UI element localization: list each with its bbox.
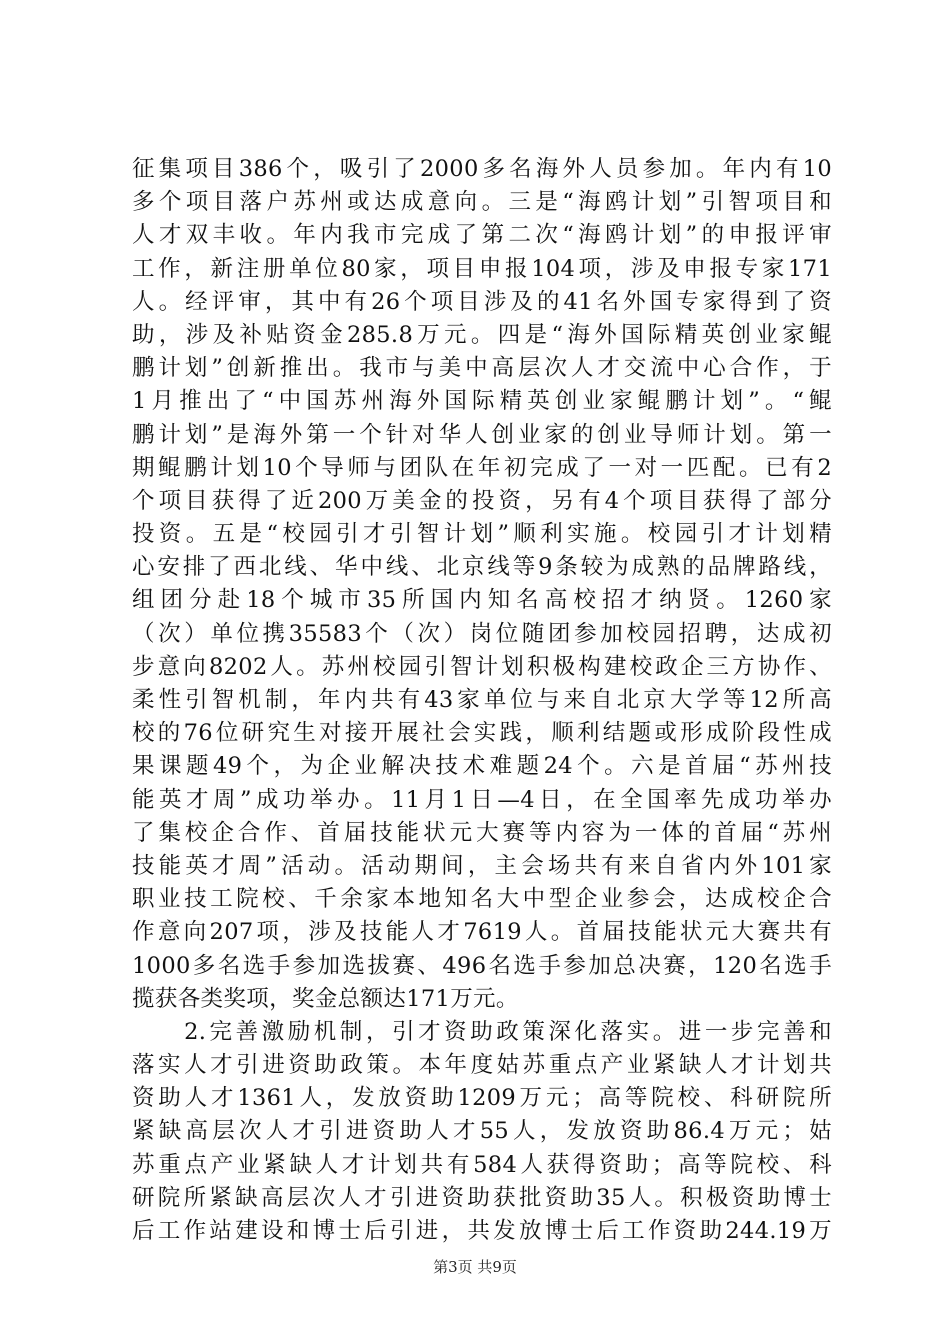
text-line: 职业技工院校、千余家本地知名大中型企业参会，达成校企合	[132, 886, 832, 913]
text-line: 1000多名选手参加选拔赛、496名选手参加总决赛，120名选手	[132, 952, 832, 979]
text-line: 研院所紧缺高层次人才引进资助获批资助35人。积极资助博士	[132, 1184, 832, 1211]
text-line: 紧缺高层次人才引进资助人才55人，发放资助86.4万元；姑	[132, 1118, 832, 1145]
text-line: 助，涉及补贴资金285.8万元。四是“海外国际精英创业家鲲	[132, 321, 832, 348]
text-line: 了集校企合作、首届技能状元大赛等内容为一体的首届“苏州	[132, 819, 832, 846]
text-line: 2.完善激励机制，引才资助政策深化落实。进一步完善和	[132, 1018, 832, 1045]
text-line: （次）单位携35583个（次）岗位随团参加校园招聘，达成初	[132, 620, 832, 647]
page-number-footer: 第3页 共9页	[433, 1258, 517, 1276]
text-line: 人才双丰收。年内我市完成了第二次“海鸥计划”的申报评审	[132, 222, 832, 249]
text-line: 多个项目落户苏州或达成意向。三是“海鸥计划”引智项目和	[132, 189, 832, 216]
text-line: 能英才周”成功举办。11月1日—4日，在全国率先成功举办	[132, 786, 832, 813]
text-line: 个项目获得了近200万美金的投资，另有4个项目获得了部分	[132, 487, 832, 514]
text-line: 苏重点产业紧缺人才计划共有584人获得资助；高等院校、科	[132, 1151, 832, 1178]
text-line: 作意向207项，涉及技能人才7619人。首届技能状元大赛共有	[132, 919, 832, 946]
text-line: 果课题49个，为企业解决技术难题24个。六是首届“苏州技	[132, 753, 832, 780]
body-text	[132, 153, 832, 1248]
text-line: 鹏计划”是海外第一个针对华人创业家的创业导师计划。第一	[132, 421, 832, 448]
text-line: 鹏计划”创新推出。我市与美中高层次人才交流中心合作，于	[132, 355, 832, 382]
text-line: 落实人才引进资助政策。本年度姑苏重点产业紧缺人才计划共	[132, 1052, 832, 1079]
text-line: 人。经评审，其中有26个项目涉及的41名外国专家得到了资	[132, 288, 832, 315]
text-line: 投资。五是“校园引才引智计划”顺利实施。校园引才计划精	[132, 521, 832, 548]
text-line: 校的76位研究生对接开展社会实践，顺利结题或形成阶段性成	[132, 720, 832, 747]
text-line: 组团分赴18个城市35所国内知名高校招才纳贤。1260家	[132, 587, 832, 614]
text-line: 柔性引智机制，年内共有43家单位与来自北京大学等12所高	[132, 687, 832, 713]
text-line: 1月推出了“中国苏州海外国际精英创业家鲲鹏计划”。“鲲	[132, 388, 832, 415]
text-line: 步意向8202人。苏州校园引智计划积极构建校政企三方协作、	[132, 653, 832, 680]
text-line: 征集项目386个，吸引了2000多名海外人员参加。年内有10	[132, 156, 832, 182]
text-line: 资助人才1361人，发放资助1209万元；高等院校、科研院所	[132, 1085, 832, 1112]
text-line: 期鲲鹏计划10个导师与团队在年初完成了一对一匹配。已有2	[132, 454, 832, 481]
text-line: 后工作站建设和博士后引进，共发放博士后工作资助244.19万	[132, 1218, 832, 1244]
text-line: 揽获各类奖项，奖金总额达171万元。	[132, 985, 519, 1012]
text-line: 技能英才周”活动。活动期间，主会场共有来自省内外101家	[132, 852, 832, 879]
text-line: 工作，新注册单位80家，项目申报104项，涉及申报专家171	[132, 255, 832, 282]
text-line: 心安排了西北线、华中线、北京线等9条较为成熟的品牌路线，	[132, 554, 832, 581]
